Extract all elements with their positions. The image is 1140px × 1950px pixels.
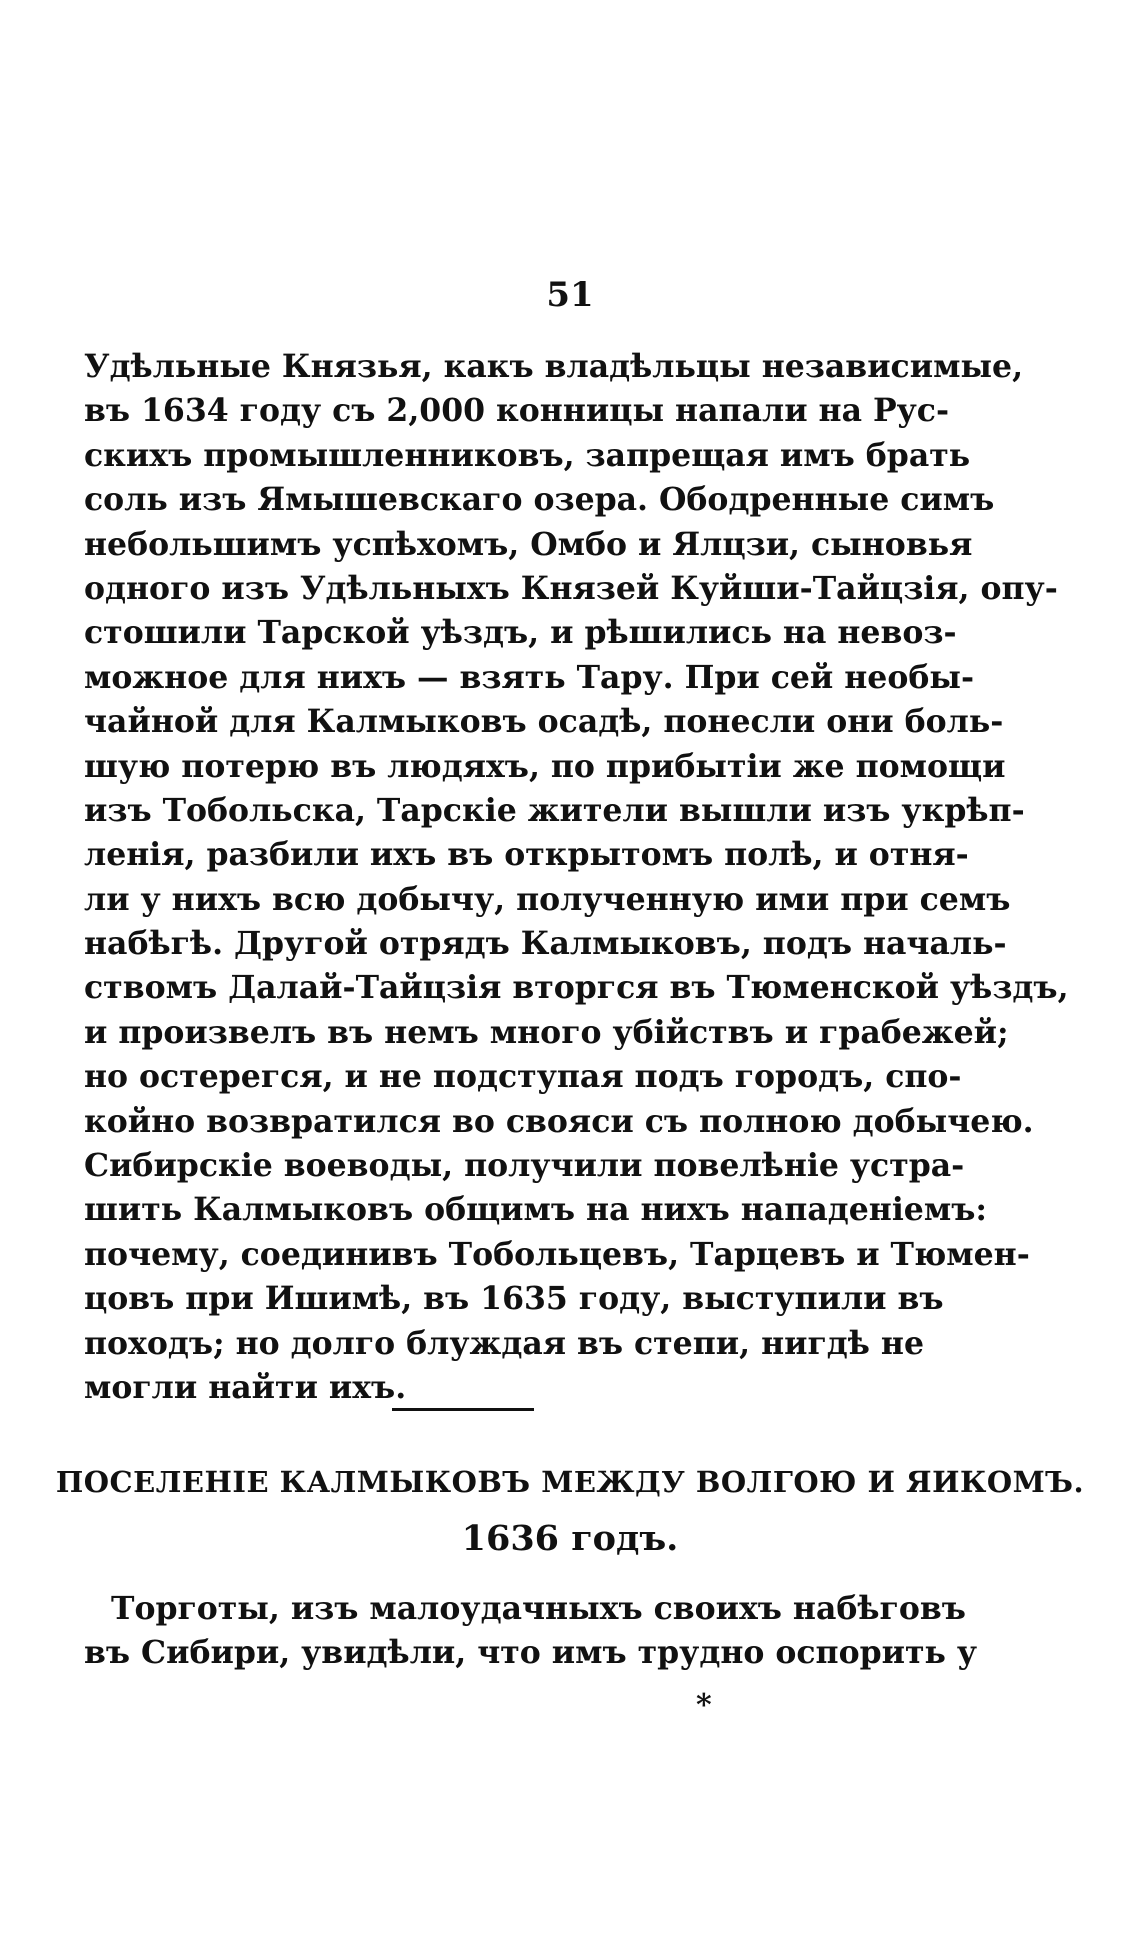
text-line: походъ; но долго блуждая въ степи, нигдѣ не	[84, 1324, 925, 1362]
text-line: одного изъ Удѣльныхъ Князей Куйши-Тайцзія, опу-	[84, 569, 1058, 607]
text-line: цовъ при Ишимѣ, въ 1635 году, выступили въ	[84, 1280, 944, 1318]
text-line: шую потерю въ людяхъ, по прибытіи же помощи	[84, 747, 1006, 785]
text-line: Сибирскіе воеводы, получили повелѣніе устра-	[84, 1147, 965, 1185]
text-line: набѣгѣ. Другой отрядъ Калмыковъ, подъ началь-	[84, 925, 1007, 963]
text-line: соль изъ Ямышевскаго озера. Ободренные симъ	[84, 481, 995, 519]
text-line: можное для нихъ — взять Тару. При сей необы-	[84, 658, 975, 696]
text-line: Торготы, изъ малоудачныхъ своихъ набѣговъ	[111, 1590, 966, 1627]
text-line: Удѣльные Князья, какъ владѣльцы независимые,	[84, 348, 1024, 385]
text-line: и произвелъ въ немъ много убійствъ и грабежей;	[84, 1013, 1009, 1051]
text-line: въ Сибири, увидѣли, что имъ трудно оспорить у	[84, 1634, 978, 1672]
text-line: въ 1634 году съ 2,000 конницы напали на Рус-	[84, 392, 950, 430]
section-heading: ПОСЕЛЕНІЕ КАЛМЫКОВЪ МЕЖДУ ВОЛГОЮ И ЯИКОМЪ.	[55, 1465, 1085, 1499]
text-line: могли найти ихъ.	[84, 1368, 407, 1406]
page-number: 51	[546, 275, 594, 315]
body-paragraph-2	[84, 1587, 978, 1676]
text-line: шить Калмыковъ общимъ на нихъ нападеніемъ:	[84, 1191, 987, 1229]
section-year: 1636 годъ.	[461, 1518, 679, 1559]
text-line: ли у нихъ всю добычу, полученную ими при семъ	[84, 880, 1011, 918]
text-line: чайной для Калмыковъ осадѣ, понесли они боль-	[84, 703, 1004, 741]
text-line: изъ Тобольска, Тарскіе жители вышли изъ укрѣп-	[84, 791, 1025, 829]
text-line: скихъ промышленниковъ, запрещая имъ брать	[84, 436, 971, 474]
section-divider	[392, 1408, 534, 1411]
text-line: койно возвратился во свояси съ полною добычею.	[84, 1102, 1034, 1140]
text-line: ленія, разбили ихъ въ открытомъ полѣ, и отня-	[84, 836, 969, 874]
text-line: но остерегся, и не подступая подъ городъ, спо-	[84, 1058, 962, 1096]
text-line: стошили Тарской уѣздъ, и рѣшились на невоз-	[84, 614, 957, 652]
body-paragraph	[84, 345, 1069, 1410]
text-line: почему, соединивъ Тобольцевъ, Тарцевъ и Тюмен-	[84, 1235, 1030, 1273]
signature-mark: *	[696, 1688, 712, 1723]
text-line: небольшимъ успѣхомъ, Омбо и Ялцзи, сыновья	[84, 525, 973, 563]
text-line: ствомъ Далай-Тайцзія вторгся въ Тюменской уѣздъ,	[84, 969, 1069, 1007]
